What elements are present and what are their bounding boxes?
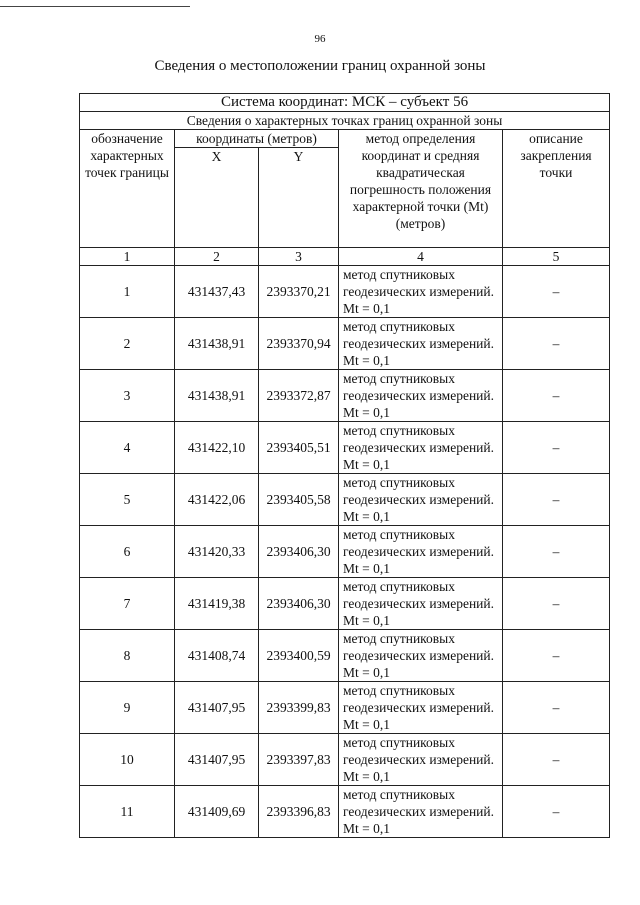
table-row (80, 786, 610, 838)
y-coordinate-cell: 2393399,83 (259, 682, 339, 734)
x-coordinate-cell: 431420,33 (175, 526, 259, 578)
y-coordinate-cell: 2393370,21 (259, 266, 339, 318)
point-number-cell: 9 (80, 682, 175, 734)
column-number: 2 (175, 248, 259, 266)
method-cell: метод спутниковых геодезических измерений. Mt = 0,1 (339, 526, 503, 578)
column-number: 1 (80, 248, 175, 266)
method-cell: метод спутниковых геодезических измерений. Mt = 0,1 (339, 786, 503, 838)
fixing-cell: – (503, 734, 610, 786)
method-cell: метод спутниковых геодезических измерений. Mt = 0,1 (339, 422, 503, 474)
x-coordinate-cell: 431437,43 (175, 266, 259, 318)
point-number-cell: 8 (80, 630, 175, 682)
point-number-cell: 2 (80, 318, 175, 370)
y-coordinate-cell: 2393400,59 (259, 630, 339, 682)
table-row (80, 630, 610, 682)
column-number: 5 (503, 248, 610, 266)
point-column-header: обозначение характерных точек границы (80, 130, 175, 248)
point-number-cell: 6 (80, 526, 175, 578)
table-row (80, 474, 610, 526)
table-row (80, 682, 610, 734)
coord-system-header: Система координат: МСК – субъект 56 (80, 94, 610, 112)
y-coordinate-cell: 2393405,58 (259, 474, 339, 526)
point-number-cell: 7 (80, 578, 175, 630)
method-cell: метод спутниковых геодезических измерений. Mt = 0,1 (339, 370, 503, 422)
x-coordinate-cell: 431419,38 (175, 578, 259, 630)
method-cell: метод спутниковых геодезических измерений. Mt = 0,1 (339, 266, 503, 318)
y-column-header: Y (259, 148, 339, 248)
x-coordinate-cell: 431422,10 (175, 422, 259, 474)
fixing-cell: – (503, 526, 610, 578)
table-row (80, 526, 610, 578)
point-number-cell: 1 (80, 266, 175, 318)
fixing-cell: – (503, 474, 610, 526)
document-title: Сведения о местоположении границ охранной зоны (154, 58, 486, 74)
point-number-cell: 10 (80, 734, 175, 786)
x-coordinate-cell: 431408,74 (175, 630, 259, 682)
fixing-cell: – (503, 422, 610, 474)
fixing-cell: – (503, 578, 610, 630)
method-cell: метод спутниковых геодезических измерений. Mt = 0,1 (339, 630, 503, 682)
y-coordinate-cell: 2393396,83 (259, 786, 339, 838)
fixing-cell: – (503, 682, 610, 734)
method-cell: метод спутниковых геодезических измерений. Mt = 0,1 (339, 734, 503, 786)
method-column-header: метод определения координат и средняя квадратическая погрешность положения характерной точки (Mt) (метров) (339, 130, 503, 248)
boundary-points-table (79, 93, 610, 838)
coords-column-header: координаты (метров) (175, 130, 339, 148)
x-coordinate-cell: 431438,91 (175, 370, 259, 422)
x-column-header: X (175, 148, 259, 248)
method-cell: метод спутниковых геодезических измерений. Mt = 0,1 (339, 578, 503, 630)
table-row (80, 370, 610, 422)
section-header: Сведения о характерных точках границ охранной зоны (80, 112, 610, 130)
table-row (80, 578, 610, 630)
fixing-cell: – (503, 630, 610, 682)
x-coordinate-cell: 431422,06 (175, 474, 259, 526)
y-coordinate-cell: 2393406,30 (259, 578, 339, 630)
fixing-cell: – (503, 786, 610, 838)
point-number-cell: 11 (80, 786, 175, 838)
table-row (80, 266, 610, 318)
fixing-cell: – (503, 318, 610, 370)
table-row (80, 422, 610, 474)
method-cell: метод спутниковых геодезических измерений. Mt = 0,1 (339, 682, 503, 734)
y-coordinate-cell: 2393406,30 (259, 526, 339, 578)
page-number: 96 (314, 33, 326, 45)
column-number-row (80, 248, 610, 266)
fixing-cell: – (503, 370, 610, 422)
method-cell: метод спутниковых геодезических измерений. Mt = 0,1 (339, 474, 503, 526)
table-row (80, 734, 610, 786)
x-coordinate-cell: 431438,91 (175, 318, 259, 370)
point-number-cell: 5 (80, 474, 175, 526)
header-rule (0, 6, 190, 7)
x-coordinate-cell: 431407,95 (175, 734, 259, 786)
y-coordinate-cell: 2393397,83 (259, 734, 339, 786)
point-number-cell: 3 (80, 370, 175, 422)
y-coordinate-cell: 2393405,51 (259, 422, 339, 474)
fixing-column-header: описание закрепления точки (503, 130, 610, 248)
point-number-cell: 4 (80, 422, 175, 474)
x-coordinate-cell: 431409,69 (175, 786, 259, 838)
x-coordinate-cell: 431407,95 (175, 682, 259, 734)
fixing-cell: – (503, 266, 610, 318)
y-coordinate-cell: 2393370,94 (259, 318, 339, 370)
column-number: 4 (339, 248, 503, 266)
table-row (80, 318, 610, 370)
y-coordinate-cell: 2393372,87 (259, 370, 339, 422)
column-number: 3 (259, 248, 339, 266)
method-cell: метод спутниковых геодезических измерений. Mt = 0,1 (339, 318, 503, 370)
